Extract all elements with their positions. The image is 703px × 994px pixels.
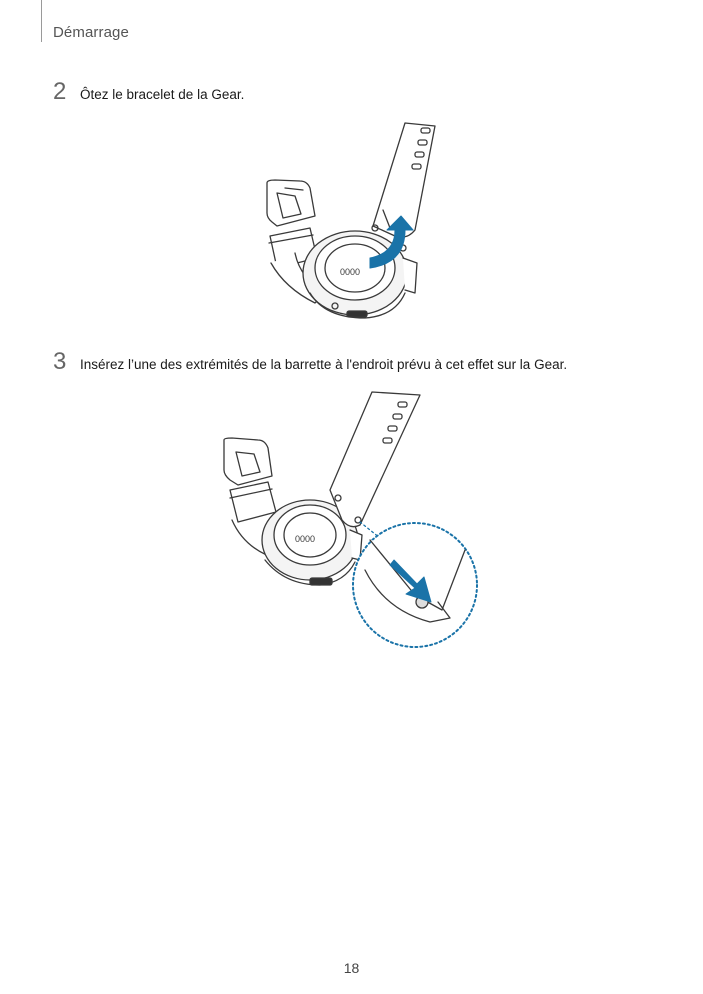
header-rule	[41, 0, 42, 42]
page-number: 18	[343, 960, 360, 976]
step-text: Insérez l’une des extrémités de la barrette à l'endroit prévu à cet effet sur la Gear.	[80, 357, 568, 372]
remove-strap-illustration	[255, 118, 455, 328]
step-number: 2	[53, 78, 67, 105]
insert-pin-illustration	[210, 390, 485, 652]
step-2	[53, 78, 244, 106]
step-text: Ôtez le bracelet de la Gear.	[80, 87, 245, 102]
section-title: Démarrage	[53, 24, 129, 41]
watch-face-label: 0000	[295, 534, 316, 544]
watch-face-label: 0000	[340, 267, 361, 277]
step-number: 3	[53, 348, 67, 375]
step-3	[53, 348, 567, 376]
